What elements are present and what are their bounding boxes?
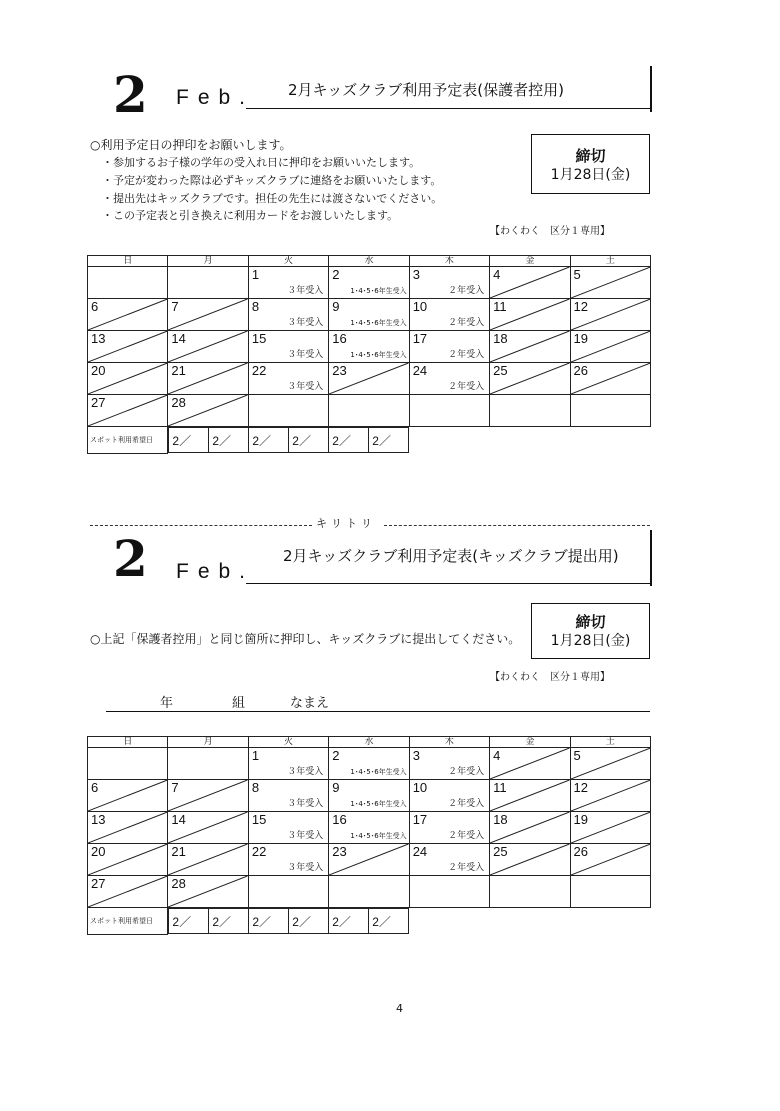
bottom-title-bar [650,530,652,586]
calendar-day-cell[interactable] [409,363,489,395]
day-number: 12 [573,299,588,314]
day-grade-note: ２年受入 [448,286,485,296]
calendar-day-cell [88,267,168,299]
day-number: 13 [91,812,106,827]
day-number: 28 [171,876,186,891]
top-sheet-title: 2月キッズクラブ利用予定表(保護者控用) [288,81,564,99]
spot-request-group [168,908,409,935]
day-grade-note: ３年受入 [287,831,324,841]
weekday-header: 火 [248,737,328,748]
day-grade-note: ２年受入 [448,767,485,777]
day-number: 1 [251,748,260,763]
calendar-day-cell [329,395,409,427]
calendar-day-cell [570,363,650,395]
cut-line-right [384,525,650,526]
calendar-day-cell [168,395,248,427]
day-number: 21 [171,844,186,859]
calendar-day-cell [168,299,248,331]
day-number: 7 [171,780,179,795]
day-number: 21 [171,363,186,378]
top-month-english: Feb. [176,86,255,109]
calendar-week-row [88,267,651,299]
day-number: 14 [171,331,186,346]
calendar-day-cell[interactable] [248,299,328,331]
closed-day-slash [168,780,247,811]
calendar-week-row [88,748,651,780]
calendar-day-cell [570,299,650,331]
calendar-week-row [88,331,651,363]
day-number: 22 [251,844,267,859]
day-number: 14 [171,812,186,827]
calendar-day-cell [490,812,570,844]
calendar-day-cell[interactable] [329,812,409,844]
bottom-category-label: 【わくわく 区分１専用】 [490,672,610,683]
closed-day-slash [571,267,650,298]
calendar-day-cell [490,299,570,331]
day-number: 5 [573,748,581,763]
day-number: 4 [493,267,501,282]
calendar-day-cell [88,844,168,876]
spot-date-field[interactable]: 2／ [249,909,289,934]
day-number: 12 [573,780,588,795]
calendar-day-cell [490,363,570,395]
calendar-day-cell [570,395,650,427]
top-note-item: ・この予定表と引き換えに利用カードをお渡しいたします。 [102,209,399,222]
day-number: 18 [493,812,508,827]
day-number: 19 [573,331,588,346]
empty-space [409,427,489,454]
day-number: 11 [493,780,507,795]
day-number: 23 [332,844,347,859]
top-month-number: 2 [113,65,148,124]
closed-day-slash [88,780,167,811]
calendar-day-cell [88,395,168,427]
calendar-day-cell [329,844,409,876]
weekday-header: 木 [409,737,489,748]
calendar-week-row [88,299,651,331]
calendar-day-cell [570,876,650,908]
top-title-bar [650,66,652,112]
day-grade-note: ２年受入 [448,831,485,841]
top-deadline-box [531,134,650,194]
day-grade-note: 1･4･5･6年生受入 [350,351,407,359]
day-number: 25 [493,844,508,859]
day-grade-note: ３年受入 [287,799,324,809]
closed-day-slash [490,267,569,298]
calendar-day-cell [88,876,168,908]
day-number: 2 [332,748,340,763]
day-number: 10 [412,299,428,314]
cut-line-left [90,525,312,526]
calendar-week-row [88,363,651,395]
calendar-day-cell[interactable] [329,331,409,363]
spot-date-field[interactable]: 2／ [289,428,329,453]
bottom-deadline-box [531,603,650,659]
calendar-day-cell[interactable] [248,780,328,812]
calendar-day-cell [570,331,650,363]
day-number: 3 [412,267,420,282]
day-number: 27 [91,876,106,891]
calendar-day-cell[interactable] [248,812,328,844]
day-number: 26 [573,844,588,859]
spot-date-field[interactable]: 2／ [169,428,209,453]
bottom-title-underline [246,583,650,584]
day-number: 5 [573,267,581,282]
calendar-day-cell [88,812,168,844]
calendar-day-cell [88,299,168,331]
bottom-deadline-title: 締切 [575,613,606,631]
calendar-day-cell [329,363,409,395]
calendar-day-cell [168,844,248,876]
day-grade-note: ３年受入 [287,286,324,296]
weekday-header: 日 [88,737,168,748]
day-number: 3 [412,748,420,763]
calendar-day-cell [570,812,650,844]
empty-space [490,908,570,935]
day-number: 24 [412,844,428,859]
spot-request-row [88,908,651,935]
day-grade-note: 1･4･5･6年生受入 [350,800,407,808]
day-grade-note: 1･4･5･6年生受入 [350,832,407,840]
bottom-month-number: 2 [113,529,148,588]
empty-space [570,908,650,935]
calendar-day-cell [329,876,409,908]
top-note-item: ・参加するお子様の学年の受入れ日に押印をお願いいたします。 [102,156,421,169]
spot-date-field[interactable]: 2／ [329,909,369,934]
closed-day-slash [88,299,167,330]
day-number: 2 [332,267,340,282]
calendar-day-cell [168,331,248,363]
day-grade-note: ３年受入 [287,863,324,873]
name-field-year: 年 [160,696,174,711]
calendar-day-cell [490,331,570,363]
calendar-week-row [88,844,651,876]
calendar-day-cell[interactable] [409,299,489,331]
day-number: 27 [91,395,106,410]
day-number: 9 [332,780,340,795]
calendar-week-row [88,876,651,908]
calendar-day-cell [168,812,248,844]
calendar-day-cell [570,748,650,780]
weekday-header-row [88,256,651,267]
calendar-day-cell[interactable] [329,299,409,331]
name-field-class: 組 [232,696,246,711]
weekday-header: 月 [168,737,248,748]
day-number: 17 [412,812,428,827]
empty-space [490,427,570,454]
day-grade-note: ２年受入 [448,318,485,328]
spot-date-field[interactable]: 2／ [209,428,249,453]
spot-request-row [88,427,651,454]
calendar-week-row [88,395,651,427]
calendar-day-cell [168,267,248,299]
calendar-day-cell [490,267,570,299]
top-deadline-date: 1月28日(金) [550,167,631,183]
day-number: 11 [493,299,507,314]
weekday-header: 水 [329,737,409,748]
day-number: 10 [412,780,428,795]
bottom-calendar [87,736,651,935]
calendar-day-cell [570,844,650,876]
day-grade-note: 1･4･5･6年生受入 [350,768,407,776]
calendar-day-cell[interactable] [409,331,489,363]
weekday-header: 月 [168,256,248,267]
day-number: 16 [332,812,347,827]
spot-date-field[interactable]: 2／ [329,428,369,453]
weekday-header: 金 [490,256,570,267]
bottom-deadline-date: 1月28日(金) [550,633,631,649]
day-number: 1 [251,267,260,282]
day-grade-note: ３年受入 [287,318,324,328]
spot-request-label: スポット利用希望日 [88,908,168,935]
day-number: 15 [251,812,267,827]
day-number: 17 [412,331,428,346]
calendar-day-cell[interactable] [248,267,328,299]
calendar-day-cell [490,395,570,427]
spot-date-field[interactable]: 2／ [209,909,249,934]
day-number: 28 [171,395,186,410]
top-deadline-title: 締切 [575,147,606,165]
day-grade-note: ２年受入 [448,799,485,809]
weekday-header-row [88,737,651,748]
name-field-line[interactable] [106,711,650,712]
calendar-day-cell[interactable] [248,363,328,395]
calendar-day-cell[interactable] [248,331,328,363]
calendar-day-cell [168,780,248,812]
day-number: 26 [573,363,588,378]
calendar-day-cell [409,395,489,427]
weekday-header: 土 [570,737,650,748]
spot-date-field[interactable]: 2／ [369,909,409,934]
day-number: 6 [91,780,99,795]
empty-space [409,908,489,935]
weekday-header: 日 [88,256,168,267]
spot-date-field[interactable]: 2／ [249,428,289,453]
day-grade-note: 1･4･5･6年生受入 [350,287,407,295]
day-grade-note: ２年受入 [448,350,485,360]
calendar-day-cell[interactable] [248,844,328,876]
top-calendar [87,255,651,454]
spot-date-field[interactable]: 2／ [369,428,409,453]
day-number: 8 [251,299,260,314]
calendar-day-cell [88,748,168,780]
calendar-day-cell [490,876,570,908]
weekday-header: 火 [248,256,328,267]
spot-request-label: スポット利用希望日 [88,427,168,454]
calendar-day-cell[interactable] [409,267,489,299]
calendar-day-cell[interactable] [409,748,489,780]
calendar-day-cell [168,748,248,780]
calendar-day-cell[interactable] [409,780,489,812]
bottom-sheet-title: 2月キッズクラブ利用予定表(キッズクラブ提出用) [283,547,619,565]
top-note-item: ・予定が変わった際は必ずキッズクラブに連絡をお願いいたします。 [102,174,442,187]
day-number: 8 [251,780,260,795]
weekday-header: 土 [570,256,650,267]
day-grade-note: ２年受入 [448,382,485,392]
closed-day-slash [571,748,650,779]
empty-space [570,427,650,454]
day-number: 25 [493,363,508,378]
calendar-day-cell[interactable] [329,780,409,812]
day-number: 20 [91,363,106,378]
day-grade-note: ３年受入 [287,350,324,360]
calendar-day-cell [248,395,328,427]
calendar-day-cell [570,267,650,299]
calendar-day-cell [88,363,168,395]
day-number: 18 [493,331,508,346]
day-number: 16 [332,331,347,346]
calendar-day-cell [88,331,168,363]
calendar-day-cell[interactable] [329,748,409,780]
top-title-underline [246,108,650,109]
calendar-week-row [88,812,651,844]
day-grade-note: ２年受入 [448,863,485,873]
weekday-header: 金 [490,737,570,748]
spot-request-group [168,427,409,454]
top-category-label: 【わくわく 区分１専用】 [490,226,610,237]
calendar-day-cell [490,844,570,876]
spot-date-field[interactable]: 2／ [169,909,209,934]
day-number: 9 [332,299,340,314]
bottom-month-english: Feb. [176,560,255,583]
calendar-day-cell [248,876,328,908]
day-number: 19 [573,812,588,827]
day-number: 20 [91,844,106,859]
spot-date-field[interactable]: 2／ [289,909,329,934]
top-note-item: ・提出先はキッズクラブです。担任の先生には渡さないでください。 [102,192,443,205]
calendar-day-cell [570,780,650,812]
page-number: 4 [396,1002,403,1015]
calendar-week-row [88,780,651,812]
day-number: 24 [412,363,428,378]
day-number: 15 [251,331,267,346]
calendar-day-cell[interactable] [248,748,328,780]
weekday-header: 水 [329,256,409,267]
calendar-day-cell[interactable] [409,844,489,876]
closed-day-slash [168,299,247,330]
calendar-day-cell[interactable] [409,812,489,844]
day-number: 4 [493,748,501,763]
day-number: 22 [251,363,267,378]
day-number: 13 [91,331,106,346]
weekday-header: 木 [409,256,489,267]
calendar-day-cell [168,876,248,908]
calendar-day-cell[interactable] [329,267,409,299]
calendar-day-cell [88,780,168,812]
day-grade-note: ３年受入 [287,767,324,777]
cut-label: キリトリ [316,517,376,530]
day-grade-note: ３年受入 [287,382,324,392]
bottom-instruction: ○上記「保護者控用」と同じ箇所に押印し、キッズクラブに提出してください。 [90,632,521,646]
day-number: 6 [91,299,99,314]
calendar-day-cell [490,748,570,780]
day-grade-note: 1･4･5･6年生受入 [350,319,407,327]
calendar-day-cell [490,780,570,812]
calendar-day-cell [409,876,489,908]
top-note-main: ○利用予定日の押印をお願いします。 [90,138,292,152]
name-field-name: なまえ [290,696,330,711]
day-number: 7 [171,299,179,314]
calendar-day-cell [168,363,248,395]
day-number: 23 [332,363,347,378]
closed-day-slash [490,748,569,779]
